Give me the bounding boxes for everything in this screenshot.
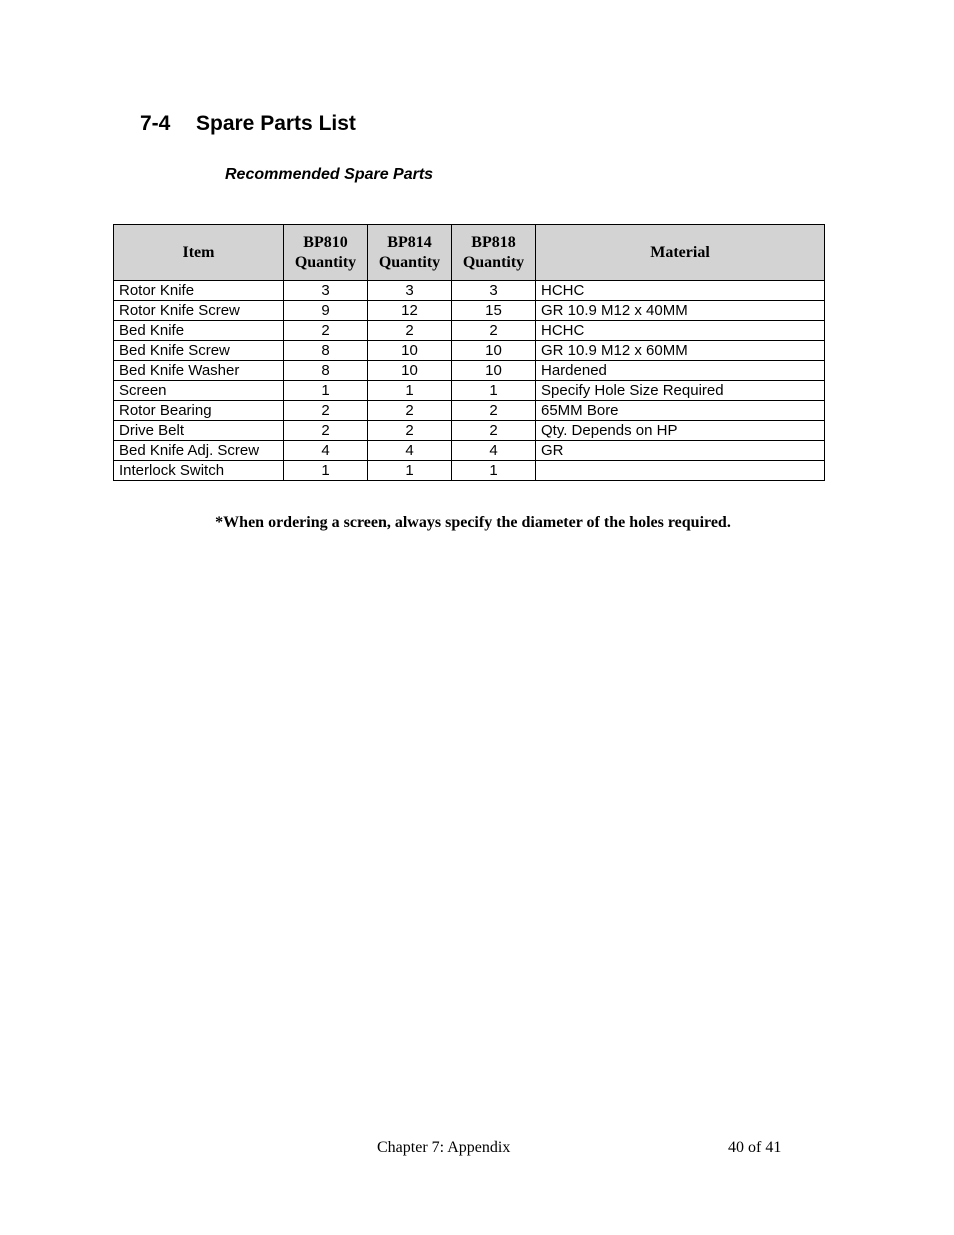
table-subtitle: Recommended Spare Parts xyxy=(225,166,434,183)
header-bp810-model: BP810 xyxy=(303,233,348,251)
header-bp810-quantity-label: Quantity xyxy=(294,253,357,271)
cell-bp818-qty: 3 xyxy=(452,281,536,301)
spare-parts-table xyxy=(113,224,825,481)
cell-material: Qty. Depends on HP xyxy=(536,421,825,441)
cell-bp810-qty: 8 xyxy=(284,361,368,381)
cell-bp814-qty: 2 xyxy=(368,401,452,421)
header-bp814-quantity-label: Quantity xyxy=(378,253,441,271)
header-bp814-model: BP814 xyxy=(387,233,432,251)
cell-bp814-qty: 10 xyxy=(368,341,452,361)
cell-bp818-qty: 2 xyxy=(452,421,536,441)
cell-bp818-qty: 1 xyxy=(452,461,536,481)
footer-page-number: 40 of 41 xyxy=(728,1139,782,1156)
cell-bp814-qty: 3 xyxy=(368,281,452,301)
header-item: Item xyxy=(114,225,284,281)
cell-item: Drive Belt xyxy=(114,421,284,441)
cell-item: Screen xyxy=(114,381,284,401)
section-title: Spare Parts List xyxy=(196,112,356,135)
table-row xyxy=(114,461,825,481)
table-row xyxy=(114,381,825,401)
cell-material: GR xyxy=(536,441,825,461)
cell-material: HCHC xyxy=(536,321,825,341)
cell-material xyxy=(536,461,825,481)
cell-bp818-qty: 15 xyxy=(452,301,536,321)
cell-bp814-qty: 12 xyxy=(368,301,452,321)
table-row xyxy=(114,361,825,381)
header-bp818-quantity-label: Quantity xyxy=(462,253,525,271)
table-row xyxy=(114,401,825,421)
cell-bp810-qty: 4 xyxy=(284,441,368,461)
header-bp818-model: BP818 xyxy=(471,233,516,251)
cell-bp810-qty: 9 xyxy=(284,301,368,321)
section-heading xyxy=(140,112,356,136)
cell-item: Bed Knife Adj. Screw xyxy=(114,441,284,461)
cell-material: Hardened xyxy=(536,361,825,381)
table-header-row xyxy=(114,225,825,281)
table-row xyxy=(114,321,825,341)
cell-bp818-qty: 10 xyxy=(452,341,536,361)
cell-bp814-qty: 10 xyxy=(368,361,452,381)
cell-item: Rotor Knife xyxy=(114,281,284,301)
table-row xyxy=(114,301,825,321)
cell-bp810-qty: 8 xyxy=(284,341,368,361)
cell-bp818-qty: 4 xyxy=(452,441,536,461)
table-row xyxy=(114,281,825,301)
cell-item: Bed Knife xyxy=(114,321,284,341)
cell-bp814-qty: 4 xyxy=(368,441,452,461)
section-number: 7-4 xyxy=(140,112,171,135)
footer-chapter: Chapter 7: Appendix xyxy=(377,1139,511,1156)
cell-material: Specify Hole Size Required xyxy=(536,381,825,401)
cell-material: HCHC xyxy=(536,281,825,301)
cell-material: 65MM Bore xyxy=(536,401,825,421)
header-material: Material xyxy=(536,225,825,281)
cell-material: GR 10.9 M12 x 60MM xyxy=(536,341,825,361)
cell-item: Rotor Knife Screw xyxy=(114,301,284,321)
cell-bp810-qty: 3 xyxy=(284,281,368,301)
cell-bp810-qty: 1 xyxy=(284,461,368,481)
cell-bp814-qty: 2 xyxy=(368,321,452,341)
cell-bp818-qty: 1 xyxy=(452,381,536,401)
header-bp810-quantity xyxy=(284,225,368,281)
cell-item: Bed Knife Washer xyxy=(114,361,284,381)
cell-item: Rotor Bearing xyxy=(114,401,284,421)
screen-order-note: *When ordering a screen, always specify the diameter of the holes required. xyxy=(215,514,731,531)
cell-bp810-qty: 2 xyxy=(284,321,368,341)
cell-bp818-qty: 2 xyxy=(452,401,536,421)
cell-bp810-qty: 1 xyxy=(284,381,368,401)
table-row xyxy=(114,341,825,361)
cell-bp814-qty: 1 xyxy=(368,381,452,401)
header-bp814-quantity xyxy=(368,225,452,281)
table-row xyxy=(114,441,825,461)
cell-bp818-qty: 2 xyxy=(452,321,536,341)
table-row xyxy=(114,421,825,441)
cell-bp814-qty: 1 xyxy=(368,461,452,481)
cell-item: Bed Knife Screw xyxy=(114,341,284,361)
header-bp818-quantity xyxy=(452,225,536,281)
cell-material: GR 10.9 M12 x 40MM xyxy=(536,301,825,321)
cell-bp814-qty: 2 xyxy=(368,421,452,441)
cell-bp810-qty: 2 xyxy=(284,401,368,421)
cell-bp818-qty: 10 xyxy=(452,361,536,381)
cell-item: Interlock Switch xyxy=(114,461,284,481)
cell-bp810-qty: 2 xyxy=(284,421,368,441)
